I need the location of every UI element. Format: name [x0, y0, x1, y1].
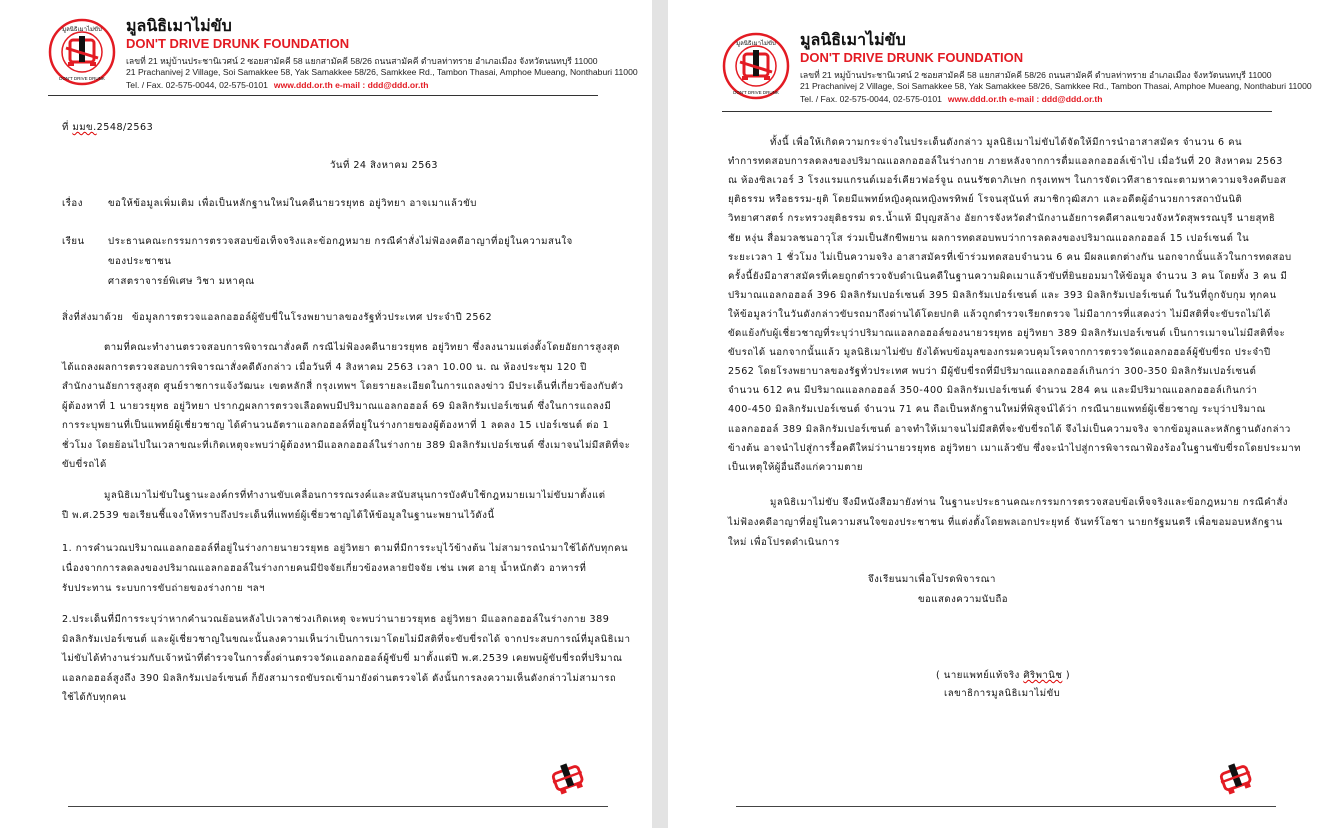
text-line: รับประทาน ระบบการขับถ่ายของร่างกาย ฯลฯ — [62, 583, 266, 594]
text-line: ขับรถได้ นอกจากนั้นแล้ว มูลนิธิเมาไม่ขับ ยังได้พบข้อมูลของกรมควบคุมโรคจากการตรวจวัดแอลกอฮอล์ผู้ขับขี่รถ ประจำปี — [728, 347, 1271, 359]
text-line: ไม่ขับได้ทำงานร่วมกับเจ้าหน้าที่ตำรวจในการตั้งด่านตรวจวัดแอลกอฮอล์ผู้ขับขี่ มาตั้งแต่ปี พ.ศ.2539 เคยพบผู้ขับขี่รถที่ปริมาณ — [62, 653, 623, 664]
letter-date: วันที่ 24 สิงหาคม 2563 — [330, 160, 439, 171]
text-line: ประธานคณะกรรมการตรวจสอบข้อเท็จจริงและข้อกฎหมาย กรณีคำสั่งไม่ฟ้องคดีอาญาที่อยู่ในความสนใจ — [108, 236, 573, 247]
org-name-thai: มูลนิธิเมาไม่ขับ — [800, 30, 906, 49]
text-line: 2562 โดยโรงพยาบาลของรัฐทั่วประเทศ พบว่า มีผู้ขับขี่รถที่มีปริมาณแอลกอฮอล์เกินกว่า 300-350 มิลลิกรัมเปอร์เซนต์ — [728, 366, 1257, 378]
text-line: ขับขี่รถได้ — [62, 459, 107, 470]
org-name-thai: มูลนิธิเมาไม่ขับ — [126, 16, 232, 35]
signer-name — [936, 669, 1070, 683]
org-name-english: DON'T DRIVE DRUNK FOUNDATION — [126, 36, 350, 51]
text-line: แอลกอฮอล์ 389 มิลลิกรัมเปอร์เซนต์ อาจทำให้เมาจนไม่มีสติที่จะขับขี่รถได้ จึงไม่เป็นความจริง จากข้อมูลและหลักฐานดังกล่าว — [728, 423, 1291, 435]
footer-logo-icon — [1216, 760, 1256, 798]
text-line: ไม่ฟ้องคดีอาญาที่อยู่ในความสนใจของประชาชน ที่แต่งตั้งโดยพลเอกประยุทธ์ จันทร์โอชา นายกรัฐมนตรี เพื่อขอมอบหลักฐาน — [728, 517, 1283, 528]
text-line: สำนักงานอัยการสูงสุด ศูนย์ราชการแจ้งวัฒนะ เขตหลักสี่ กรุงเทพฯ โดยรายละเอียดในการแถลงข่าว มีประเด็นที่เกี่ยวข้องกับตัว — [62, 381, 624, 392]
tel-fax: Tel. / Fax. 02-575-0044, 02-575-0101 — [126, 80, 268, 90]
text-line: ณ ห้องซิลเวอร์ 3 โรงแรมแกรนด์เมอร์เคียวฟอร์จูน ถนนรัชดาภิเษก กรุงเทพฯ ในการจัดเวทีสาธารณะตามหาความจริงคดีบอส — [728, 175, 1287, 187]
foundation-logo-icon — [722, 32, 790, 100]
text-line: ทำการทดสอบการลดลงของปริมาณแอลกอฮอล์ในร่างกาย ภายหลังจากการดื่มแอลกอฮอล์เข้าไป เมื่อวันที่ 20 สิงหาคม 2563 — [728, 156, 1283, 168]
text-line: มูลนิธิเมาไม่ขับ จึงมีหนังสือมายังท่าน ในฐานะประธานคณะกรรมการตรวจสอบข้อเท็จจริงและข้อกฎหมาย กรณีคำสั่ง — [770, 497, 1288, 508]
ref-code: มมข. — [72, 122, 97, 133]
text-line: ของประชาชน — [108, 256, 172, 267]
text-line: วิทยาศาสตร์ กระทรวงยุติธรรม ดร.น้ำแท้ มีบุญสล้าง อัยการจังหวัดสำนักงานอัยการคดีศาลแขวงจังหวัดสุพรรณบุรี นายสุทธิ — [728, 213, 1276, 225]
text-line: 2.ประเด็นที่มีการระบุว่าหากคำนวณย้อนหลังไปเวลาช่วงเกิดเหตุ จะพบว่านายวรยุทธ อยู่วิทยา มีแอลกอฮอล์ในร่างกาย 389 — [62, 614, 610, 625]
text-line: ตามที่คณะทำงานตรวจสอบการพิจารณาสั่งคดี กรณีไม่ฟ้องคดีนายวรยุทธ อยู่วิทยา ซึ่งลงนามแต่งตั้งโดยอัยการสูงสุด — [104, 342, 620, 353]
text-line: ข้างต้น อาจนำไปสู่การรื้อคดีใหม่ว่านายวรยุทธ อยู่วิทยา เมาแล้วขับ ซึ่งจะนำไปสู่การพิจารณาฟ้องร้องในฐานขับขี่รถโดยประมาท — [728, 442, 1301, 454]
ref-number: 2548/2563 — [96, 122, 154, 133]
text-line: ใช้ได้กับทุกคน — [62, 692, 127, 703]
text-line: ผู้ต้องหาที่ 1 นายวรยุทธ อยู่วิทยา ปรากฎผลการตรวจเลือดพบมีปริมาณแอลกอฮอล์ 69 มิลลิกรัมเปอร์เซนต์ ซึ่งในการแถลงมี — [62, 400, 612, 412]
signer-surname: ศิริพานิช — [1023, 670, 1063, 681]
subject-text: ขอให้ข้อมูลเพิ่มเติม เพื่อเป็นหลักฐานใหม่ในคดีนายวรยุทธ อยู่วิทยา อาจเมาแล้วขับ — [108, 198, 477, 209]
text-line: ทั้งนี้ เพื่อให้เกิดความกระจ่างในประเด็นดังกล่าว มูลนิธิเมาไม่ขับได้จัดให้มีการนำอาสาสมัคร จำนวน 6 คน — [770, 137, 1243, 148]
foundation-logo-icon — [48, 18, 116, 86]
text-line: ใหม่ เพื่อโปรดดำเนินการ — [728, 537, 840, 548]
regards-line: ขอแสดงความนับถือ — [918, 594, 1009, 605]
text-line: ให้ข้อมูลว่าในวันดังกล่าวขับรถมาถึงด่านได้โดยปกติ แล้วถูกตำรวจเรียกตรวจ ไม่มีอาการที่แสดงว่า ไม่มีสติที่จะขับรถไม่ได้ — [728, 308, 1271, 320]
text-line: มูลนิธิเมาไม่ขับในฐานะองค์กรที่ทำงานขับเคลื่อนการรณรงค์และสนับสนุนการบังคับใช้กฎหมายเมาไม่ขับมาตั้งแต่ — [104, 490, 606, 501]
ref-prefix: ที่ — [62, 122, 73, 133]
footer-divider — [736, 806, 1276, 807]
letterhead — [48, 14, 638, 98]
tel-fax: Tel. / Fax. 02-575-0044, 02-575-0101 — [800, 94, 942, 104]
address-english: 21 Prachanivej 2 Village, Soi Samakkee 58, Yak Samakkee 58/26, Samkkee Rd., Tambon Thasai, Amphoe Mueang, Nonthaburi 11000 — [126, 67, 638, 77]
address-thai: เลขที่ 21 หมู่บ้านประชานิเวศน์ 2 ซอยสามัคคี 58 แยกสามัคคี 58/26 ถนนสามัคคี ตำบลท่าทราย อำเภอเมือง จังหวัดนนทบุรี 11000 — [800, 70, 1272, 80]
text-line: ระยะเวลา 1 ชั่วโมง ไม่เป็นความจริง อาสาสมัครที่เข้าร่วมทดสอบจำนวน 6 คน มีผลแตกต่างกัน นอกจากนั้นแล้วในการทดสอบ — [728, 251, 1292, 263]
text-line: ศาสตราจารย์พิเศษ วิชา มหาคุณ — [108, 276, 255, 287]
text-line: 400-450 มิลลิกรัมเปอร์เซนต์ จำนวน 71 คน ถือเป็นหลักฐานใหม่ที่พิสูจน์ได้ว่า กรณีนายแพทย์ผู้เชี่ยวชาญ ระบุว่าปริมาณ — [728, 404, 1266, 416]
text-line: ปี พ.ศ.2539 ขอเรียนชี้แจงให้ทราบถึงประเด็นที่แพทย์ผู้เชี่ยวชาญได้ให้ข้อมูลในฐานะพยานไว้ดังนี้ — [62, 510, 495, 521]
signer-title: เลขาธิการมูลนิธิเมาไม่ขับ — [944, 688, 1061, 699]
address-thai: เลขที่ 21 หมู่บ้านประชานิเวศน์ 2 ซอยสามัคคี 58 แยกสามัคคี 58/26 ถนนสามัคคี ตำบลท่าทราย อำเภอเมือง จังหวัดนนทบุรี 11000 — [126, 56, 598, 66]
signer-first: ( นายแพทย์แท้จริง — [936, 670, 1024, 681]
text-line: 1. การคำนวณปริมาณแอลกอฮอล์ที่อยู่ในร่างกายนายวรยุทธ อยู่วิทยา ตามที่มีการระบุไว้ข้างต้น ไม่สามารถนำมาใช้ได้กับทุกคน — [62, 543, 629, 554]
text-line: ปริมาณแอลกอฮอล์ 396 มิลลิกรัมเปอร์เซนต์ 395 มิลลิกรัมเปอร์เซนต์ และ 393 มิลลิกรัมเปอร์เซนต์ ในวันที่ถูกจับกุม ทุกคน — [728, 289, 1277, 301]
text-line: การระบุพยานที่เป็นแพทย์ผู้เชี่ยวชาญ ได้คำนวนอัตราแอลกอฮอล์ที่อยู่ในร่างกายของผู้ต้องหาที่ 1 ลดลง 15 เปอร์เซนต์ ต่อ 1 — [62, 420, 610, 431]
reference-number — [62, 121, 153, 135]
enclosure-text: ข้อมูลการตรวจแอลกอฮอล์ผู้ขับขี่ในโรงพยาบาลของรัฐทั่วประเทศ ประจำปี 2562 — [132, 312, 493, 323]
web-email: www.ddd.or.th e-mail : ddd@ddd.or.th — [947, 94, 1103, 104]
footer-logo-icon — [548, 760, 588, 798]
text-line: ครั้งนี้ยังมีอาสาสมัครที่เคยถูกตำรวจจับดำเนินคดีในฐานความผิดเมาแล้วขับที่ยินยอมมาให้ข้อมูล จำนวน 3 คน โดยทั้ง 3 คน มี — [728, 270, 1288, 282]
text-line: จำนวน 612 คน มีปริมาณแอลกอฮอล์ 350-400 มิลลิกรัมเปอร์เซนต์ จำนวน 284 คน และมีปริมาณแอลกอฮอล์เกินกว่า — [728, 385, 1258, 397]
footer-divider — [68, 806, 608, 807]
text-line: แอลกอฮอล์สูงถึง 390 มิลลิกรัมเปอร์เซนต์ ก็ยังสามารถขับรถเข้ามายังด่านตรวจได้ ดังนั้นการลงความเห็นดังกล่าวไม่สามารถ — [62, 672, 617, 684]
signer-close: ) — [1062, 670, 1071, 681]
letterhead — [722, 28, 1312, 112]
closing-line: จึงเรียนมาเพื่อโปรดพิจารณา — [868, 574, 996, 585]
org-name-english: DON'T DRIVE DRUNK FOUNDATION — [800, 50, 1024, 65]
document-page-1 — [0, 0, 652, 828]
subject-label: เรื่อง — [62, 198, 83, 209]
enclosure-label: สิ่งที่ส่งมาด้วย — [62, 312, 124, 323]
text-line: เป็นเหตุให้ผู้อื่นถึงแก่ความตาย — [728, 461, 863, 473]
header-divider — [722, 111, 1272, 112]
address-english: 21 Prachanivej 2 Village, Soi Samakkee 58, Yak Samakkee 58/26, Samkkee Rd., Tambon Thasai, Amphoe Mueang, Nonthaburi 11000 — [800, 81, 1312, 91]
contact-line — [800, 94, 1103, 104]
header-divider — [48, 95, 598, 96]
text-line: เนื่องจากการลดลงของปริมาณแอลกอฮอล์ในร่างกายคนมีปัจจัยเกี่ยวข้องหลายปัจจัย เช่น เพศ อายุ น้ำหนักตัว อาหารที่ — [62, 563, 587, 574]
text-line: ขัดแย้งกับผู้เชี่ยวชาญที่ระบุว่าปริมาณแอลกอฮอล์ของนายวรยุทธ อยู่วิทยา 389 มิลลิกรัมเปอร์เซนต์ เป็นการเมาจนไม่มีสติที่จะ — [728, 328, 1286, 339]
recipient-label: เรียน — [62, 236, 85, 247]
document-page-2 — [668, 0, 1319, 828]
text-line: ชั่วโมง โดยย้อนไปในเวลาขณะที่เกิดเหตุจะพบว่าผู้ต้องหามีแอลกอฮอล์ในร่างกาย 389 มิลลิกรัมเปอร์เซนต์ ซึ่งเมาจนไม่มีสติที่จะ — [62, 439, 631, 451]
text-line: ชัย หงุ่น สื่อมวลชนอาวุโส ร่วมเป็นสักขีพยาน ผลการทดสอบพบว่าการลดลงของปริมาณแอลกอฮอล์ 15 เปอร์เซนต์ ใน — [728, 232, 1250, 244]
text-line: มิลลิกรัมเปอร์เซนต์ และผู้เชี่ยวชาญในขณะนั้นลงความเห็นว่าเป็นการเมาโดยไม่มีสติที่จะขับขี่รถได้ จากประสบการณ์ที่มูลนิธิเมา — [62, 633, 631, 645]
text-line: ยุติธรรม หรือธรรม-ยุติ โดยมีแพทย์หญิงคุณหญิงพรทิพย์ โรจนสุนันท์ สมาชิกวุฒิสภา และอดีตผู้อำนวยการสถาบันนิติ — [728, 194, 1243, 206]
contact-line — [126, 80, 429, 90]
web-email: www.ddd.or.th e-mail : ddd@ddd.or.th — [273, 80, 429, 90]
text-line: ได้แถลงผลการตรวจสอบการพิจารณาสั่งคดีดังกล่าว เมื่อวันที่ 4 สิงหาคม 2563 เวลา 10.00 น. ณ ห้องประชุม 120 ปี — [62, 361, 587, 373]
